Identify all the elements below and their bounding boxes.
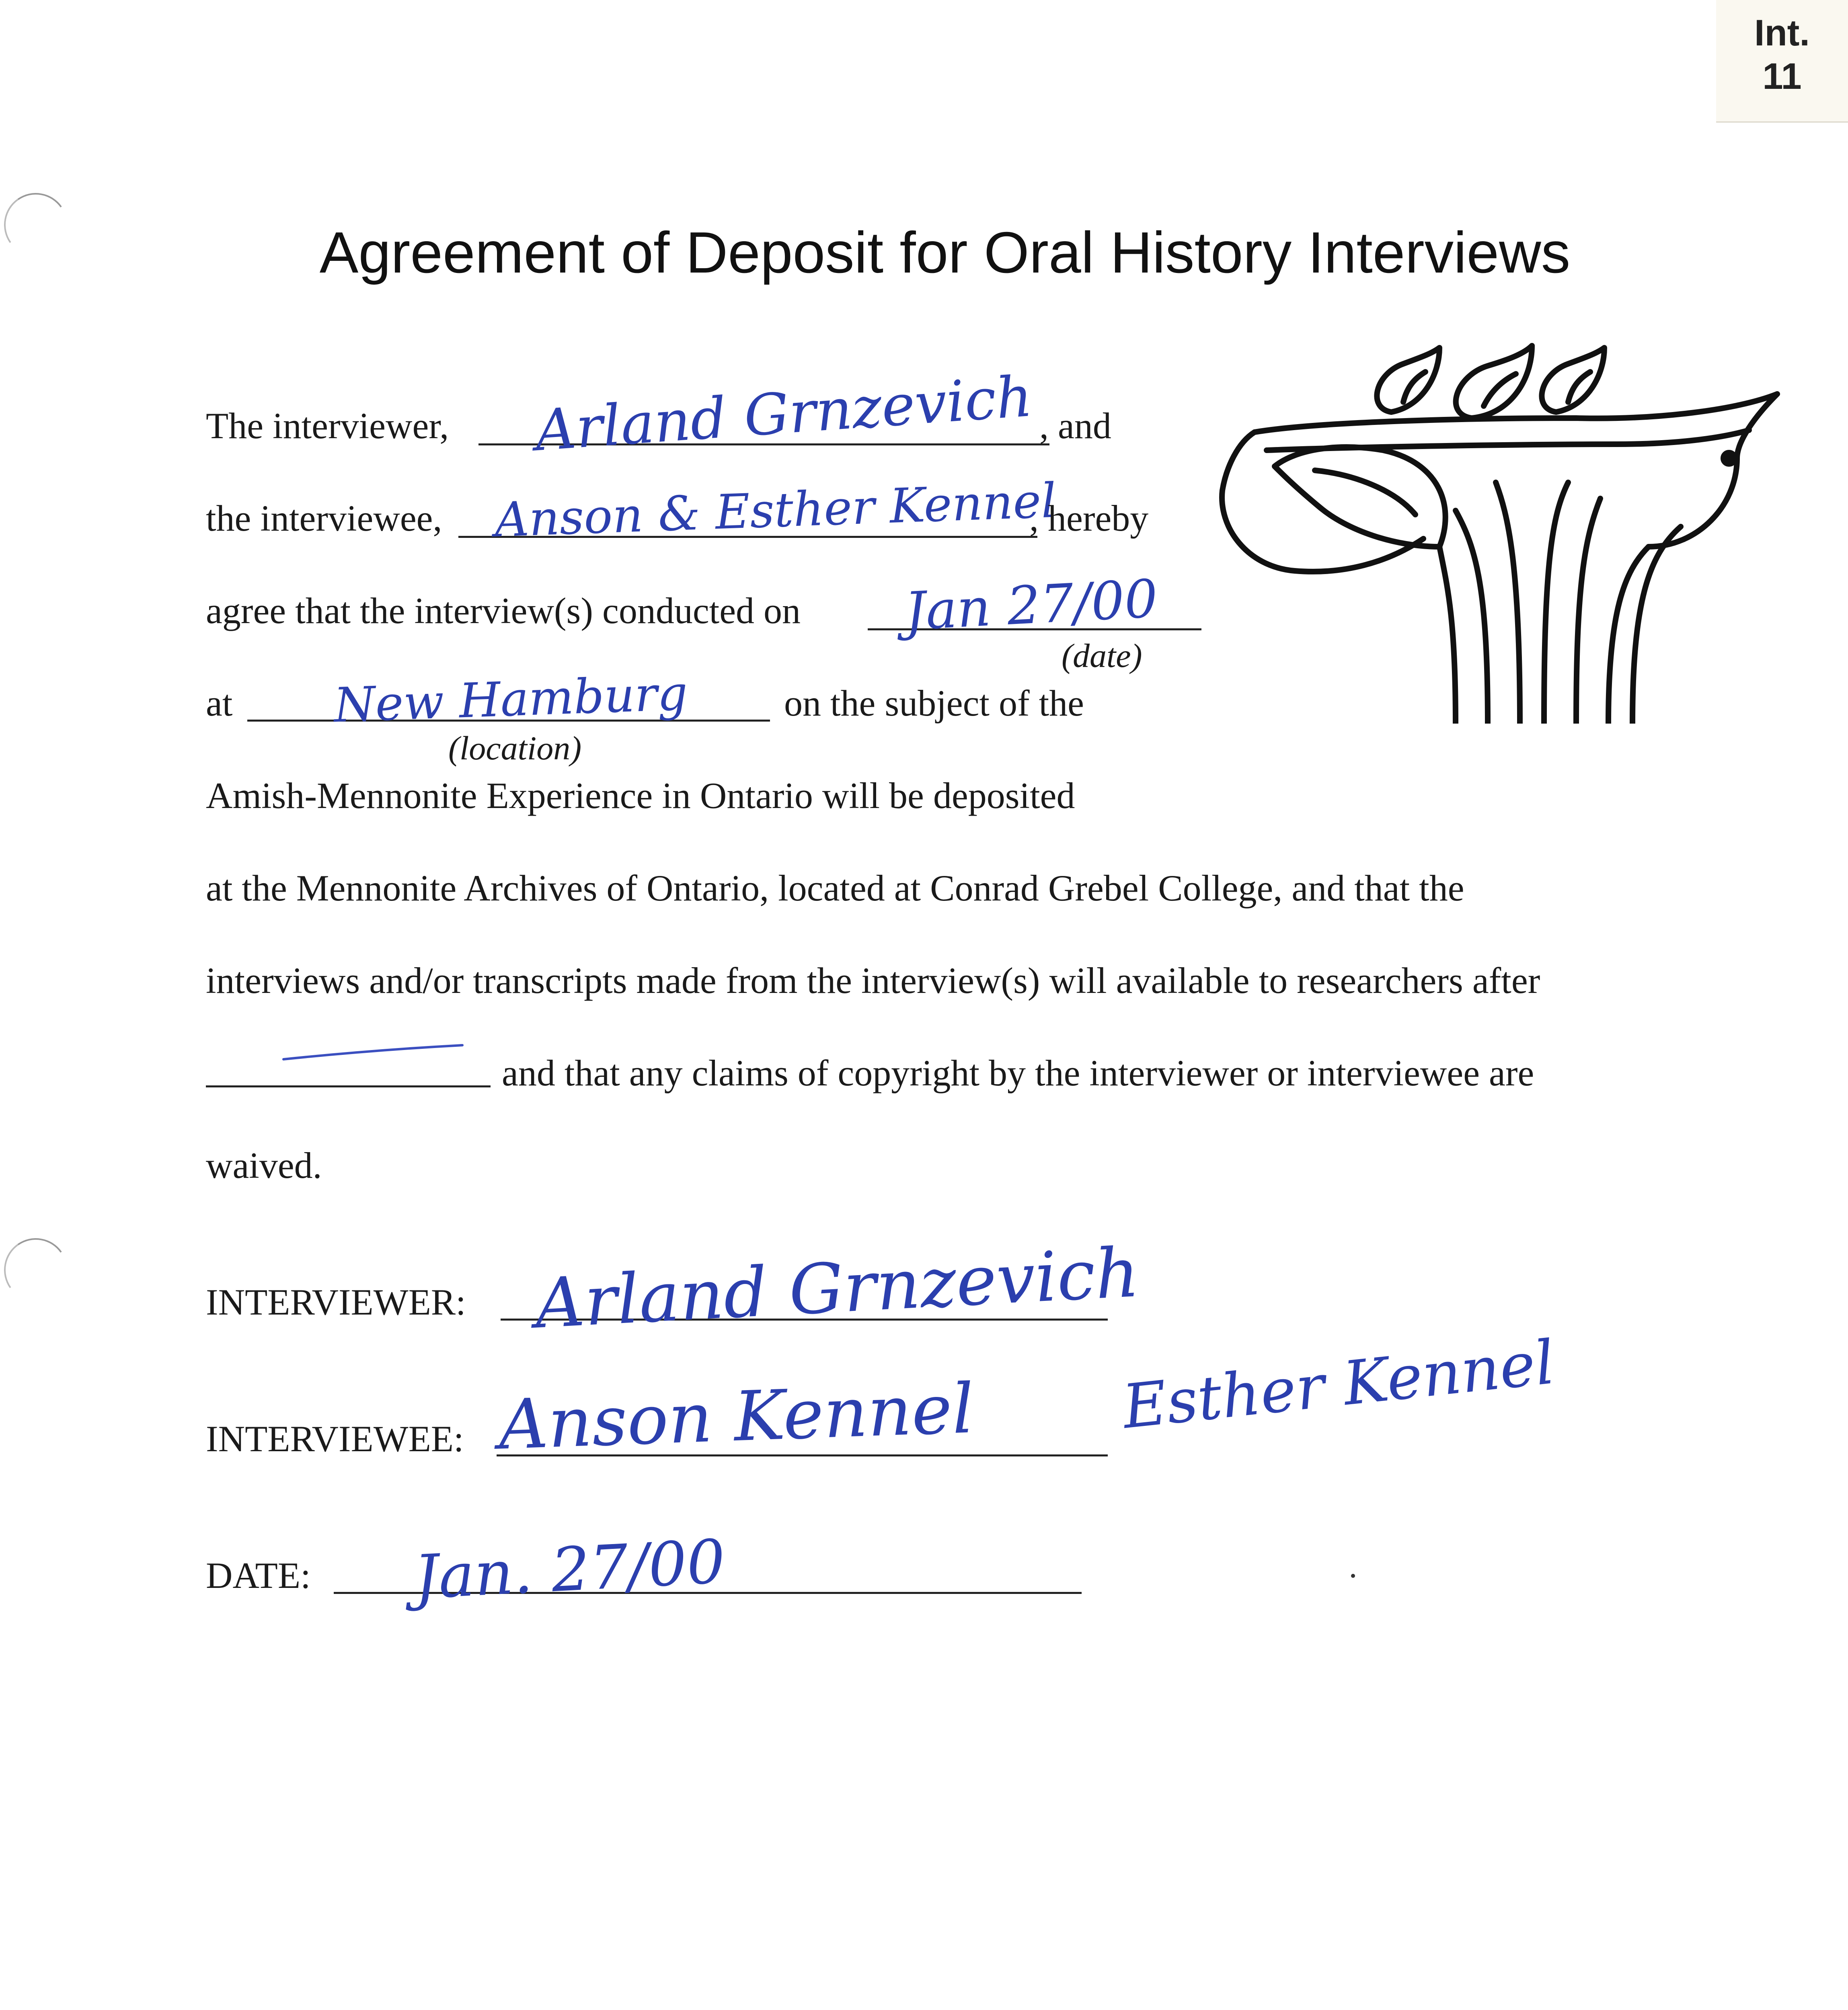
interviewee-signature-anson: Anson Kennel <box>497 1369 975 1465</box>
punch-hole-middle <box>0 1233 73 1306</box>
interviewee-intro-text: the interviewee, <box>206 498 442 539</box>
interviewee-suffix-text: , hereby <box>1029 498 1149 539</box>
at-text: at <box>206 683 233 724</box>
interviewer-name-handwritten: Arland Grnzevich <box>533 364 1035 464</box>
body-line-7: interviews and/or transcripts made from the interview(s) will available to researchers after <box>206 960 1540 1001</box>
availability-date-line <box>206 1085 491 1087</box>
location-caption: (location) <box>448 730 582 767</box>
date-caption: (date) <box>1062 637 1142 675</box>
interviewer-signature: Arland Grnzevich <box>533 1233 1142 1344</box>
page-title: Agreement of Deposit for Oral History Interviews <box>319 220 1571 285</box>
index-tab-label: Int. <box>1754 12 1810 53</box>
interviewee-signature-esther: Esther Kennel <box>1119 1327 1558 1442</box>
mennonite-flame-bird-logo-icon <box>1214 338 1793 724</box>
interviewer-suffix-text: , and <box>1039 405 1111 446</box>
conducted-on-text: agree that the interview(s) conducted on <box>206 590 801 631</box>
index-tab-number: 11 <box>1762 56 1802 97</box>
location-handwritten: New Hamburg <box>333 665 689 733</box>
interviewer-label: INTERVIEWER: <box>206 1282 466 1323</box>
date-label: DATE: <box>206 1555 311 1596</box>
stray-mark <box>1351 1574 1355 1578</box>
interviewee-label: INTERVIEWEE: <box>206 1418 464 1459</box>
sign-date-handwritten: Jan. 27/00 <box>412 1526 727 1613</box>
body-line-9: waived. <box>206 1145 322 1186</box>
availability-dash-mark <box>281 1041 466 1065</box>
index-tab <box>1716 0 1848 123</box>
body-line-8: and that any claims of copyright by the interviewer or interviewee are <box>502 1052 1534 1093</box>
interviewer-intro-text: The interviewer, <box>206 405 449 446</box>
subject-text: on the subject of the <box>784 683 1084 724</box>
body-line-5: Amish-Mennonite Experience in Ontario will be deposited <box>206 775 1075 816</box>
interviewee-name-handwritten: Anson & Esther Kennel <box>494 472 1057 548</box>
interview-date-handwritten: Jan 27/00 <box>903 568 1159 642</box>
body-line-6: at the Mennonite Archives of Ontario, located at Conrad Grebel College, and that the <box>206 868 1464 909</box>
